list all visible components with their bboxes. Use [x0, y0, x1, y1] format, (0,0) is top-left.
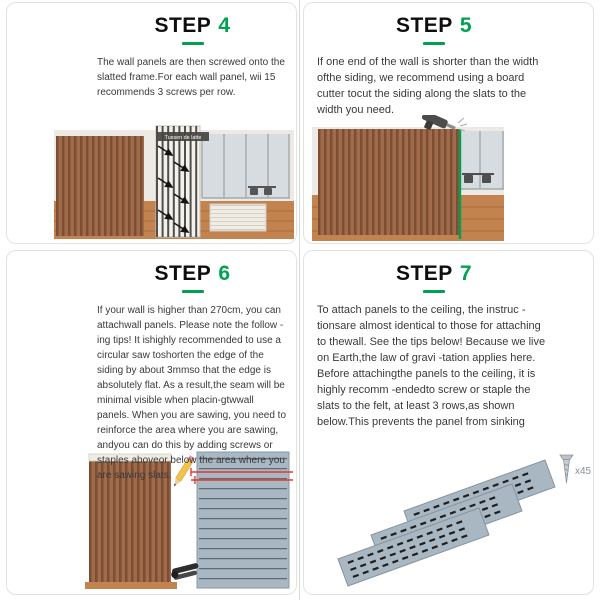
step5-underline: [423, 42, 445, 45]
step7-illustration: [308, 449, 592, 589]
wood-slat-wall: [318, 129, 459, 235]
screw-icon: [560, 455, 573, 483]
step6-title: [97, 262, 288, 286]
step4-underline: [182, 42, 204, 45]
wood-slat-wall: [56, 136, 144, 236]
step6-underline: [182, 290, 204, 293]
step5-title-word: STEP: [395, 14, 453, 37]
step4-card: [6, 2, 297, 244]
step7-card: [303, 250, 594, 595]
step6-title-word: STEP: [154, 262, 212, 285]
center-divider: [299, 0, 300, 600]
screw-count-label: x45: [575, 466, 592, 477]
svg-text:Tussen de latte: Tussen de latte: [164, 134, 202, 141]
floor: [85, 582, 177, 589]
step5-body: If one end of the wall is shorter than the width ofthe siding, we recommend using a board cutter tocut the siding along the slats to the width you need.: [317, 56, 539, 116]
step7-title-word: STEP: [395, 262, 453, 285]
step6-title-number: 6: [218, 262, 231, 285]
step7-underline: [423, 290, 445, 293]
step4-title-word: STEP: [154, 14, 212, 37]
step7-body: To attach panels to the ceiling, the instruc -tionsare almost identical to those for attaching to thewall. See the tips below! Because we live on Earth,the law of gravi -tation applies here. Before attachingthe panels to the ceiling, it is highly recomm -endedto screw or staple the slats to the felt, at least 3 rows,as shown below.This prevents the panel from sinking: [317, 304, 546, 428]
ceiling-panels: [338, 460, 555, 586]
step6-card: [6, 250, 297, 595]
siding-stack: [210, 204, 266, 231]
step5-title-number: 5: [459, 14, 473, 37]
step4-illustration: [54, 124, 294, 239]
step7-title: [317, 262, 551, 286]
step5-card: [303, 2, 594, 244]
step4-body: The wall panels are then screwed onto the slatted frame.For each wall panel, wii 15 recommends 3 screws per row.: [97, 57, 285, 98]
step6-body: If your wall is higher than 270cm, you can attachwall panels. Please note the follow -ing tips! It ishighly recommended to use a circular saw toshorten the edge of the siding by about 3mmso that the edge is absolutely flat. As a result,the seam will be minimal visible when placin-gtwwall panels. When you are sawing, you need to reinforce the area where you are sawing, andyou can do this by adding screws or staples aboveor below the area where you are sawing slats.: [97, 305, 287, 481]
stapler-icon: [170, 563, 201, 581]
step7-title-number: 7: [459, 262, 473, 285]
step4-title: [97, 14, 288, 38]
step5-title: [317, 14, 551, 38]
step5-illustration: [312, 115, 504, 241]
frame-label: [157, 132, 209, 141]
step4-title-number: 4: [218, 14, 231, 37]
